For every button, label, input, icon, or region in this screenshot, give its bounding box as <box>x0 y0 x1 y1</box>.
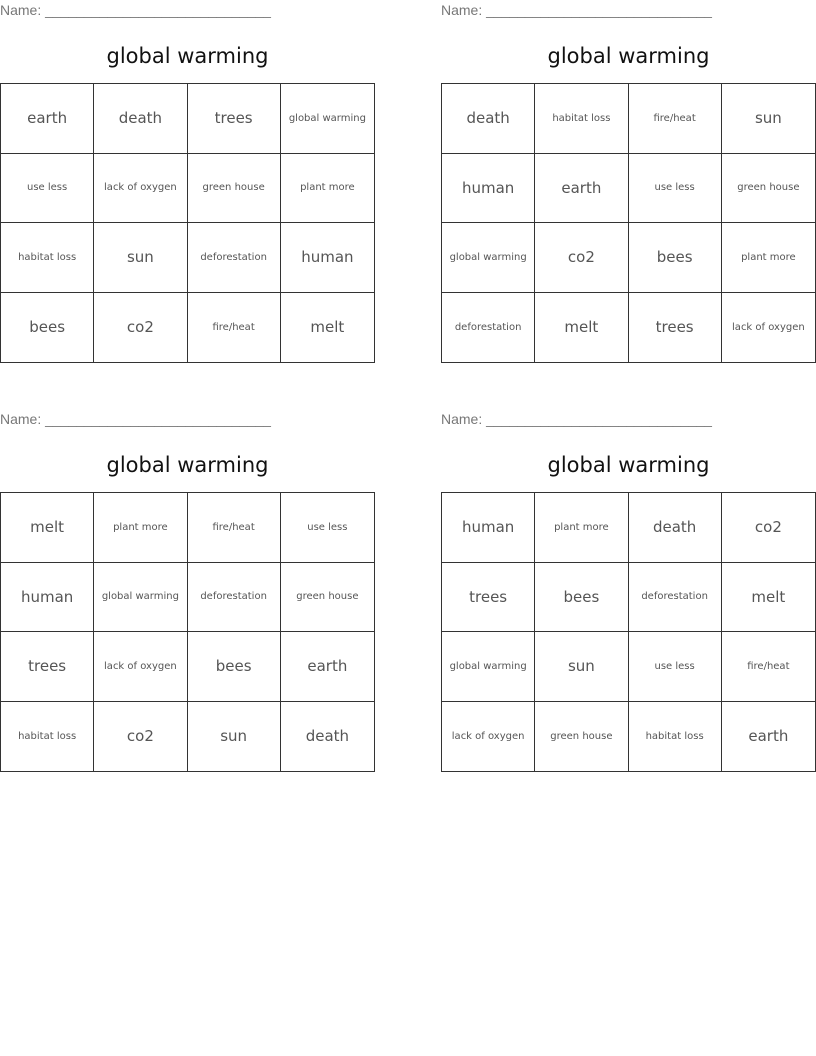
bingo-cell: earth <box>535 154 628 224</box>
bingo-cell: melt <box>535 293 628 363</box>
bingo-cell: plant more <box>535 493 628 563</box>
bingo-cell: earth <box>1 84 94 154</box>
bingo-cell: use less <box>1 154 94 224</box>
bingo-cell: fire/heat <box>188 293 281 363</box>
bingo-cell: sun <box>188 702 281 772</box>
bingo-cell: fire/heat <box>722 632 815 702</box>
card-title: global warming <box>547 453 710 477</box>
bingo-cell: plant more <box>722 223 815 293</box>
bingo-cell: green house <box>281 563 374 633</box>
bingo-cell: deforestation <box>442 293 535 363</box>
bingo-cell: sun <box>94 223 187 293</box>
name-field-label: Name: _____________________________ <box>0 2 271 18</box>
bingo-cell: habitat loss <box>629 702 722 772</box>
bingo-grid <box>0 83 375 363</box>
bingo-cell: global warming <box>281 84 374 154</box>
bingo-cell: fire/heat <box>188 493 281 563</box>
bingo-cell: green house <box>535 702 628 772</box>
bingo-grid <box>441 492 816 772</box>
bingo-grid <box>441 83 816 363</box>
name-field-label: Name: _____________________________ <box>0 411 271 427</box>
bingo-cell: co2 <box>94 293 187 363</box>
bingo-cell: fire/heat <box>629 84 722 154</box>
bingo-cell: bees <box>188 632 281 702</box>
bingo-cell: global warming <box>442 632 535 702</box>
bingo-cell: trees <box>1 632 94 702</box>
bingo-cell: plant more <box>281 154 374 224</box>
card-title: global warming <box>547 44 710 68</box>
bingo-cell: melt <box>1 493 94 563</box>
bingo-cell: habitat loss <box>1 702 94 772</box>
bingo-cell: green house <box>722 154 815 224</box>
card-title: global warming <box>106 453 269 477</box>
bingo-cell: melt <box>310 318 345 337</box>
bingo-cell: co2 <box>535 223 628 293</box>
bingo-cell: use less <box>629 154 722 224</box>
bingo-cell: use less <box>281 493 374 563</box>
name-field-label: Name: _____________________________ <box>441 411 712 427</box>
bingo-cell: global warming <box>442 223 535 293</box>
bingo-cell: death <box>305 727 350 746</box>
name-field-label: Name: _____________________________ <box>441 2 712 18</box>
bingo-cell: deforestation <box>188 563 281 633</box>
bingo-cell: melt <box>722 563 815 633</box>
bingo-grid <box>0 492 375 772</box>
bingo-cell: lack of oxygen <box>732 321 805 333</box>
bingo-cell: trees <box>629 293 722 363</box>
card-title: global warming <box>106 44 269 68</box>
bingo-cell: green house <box>188 154 281 224</box>
bingo-cell: lack of oxygen <box>442 702 535 772</box>
bingo-cell: trees <box>188 84 281 154</box>
bingo-cell: earth <box>748 727 789 746</box>
bingo-cell: deforestation <box>629 563 722 633</box>
bingo-cell: habitat loss <box>535 84 628 154</box>
bingo-cell: habitat loss <box>1 223 94 293</box>
bingo-cell: death <box>442 84 535 154</box>
bingo-cell: global warming <box>94 563 187 633</box>
bingo-cell: trees <box>442 563 535 633</box>
bingo-cell: lack of oxygen <box>94 154 187 224</box>
bingo-cell: earth <box>281 632 374 702</box>
bingo-cell: bees <box>629 223 722 293</box>
bingo-cell: co2 <box>94 702 187 772</box>
bingo-cell: human <box>442 493 535 563</box>
bingo-cell: human <box>442 154 535 224</box>
bingo-cell: sun <box>535 632 628 702</box>
bingo-cell: lack of oxygen <box>94 632 187 702</box>
bingo-cell: plant more <box>94 493 187 563</box>
bingo-cell: bees <box>1 293 94 363</box>
bingo-cell: death <box>94 84 187 154</box>
bingo-cell: co2 <box>722 493 815 563</box>
bingo-cell: human <box>1 563 94 633</box>
bingo-cell: sun <box>722 84 815 154</box>
bingo-cell: deforestation <box>188 223 281 293</box>
bingo-cell: use less <box>629 632 722 702</box>
bingo-cell: bees <box>535 563 628 633</box>
bingo-cell: death <box>629 493 722 563</box>
bingo-cell: human <box>281 223 374 293</box>
